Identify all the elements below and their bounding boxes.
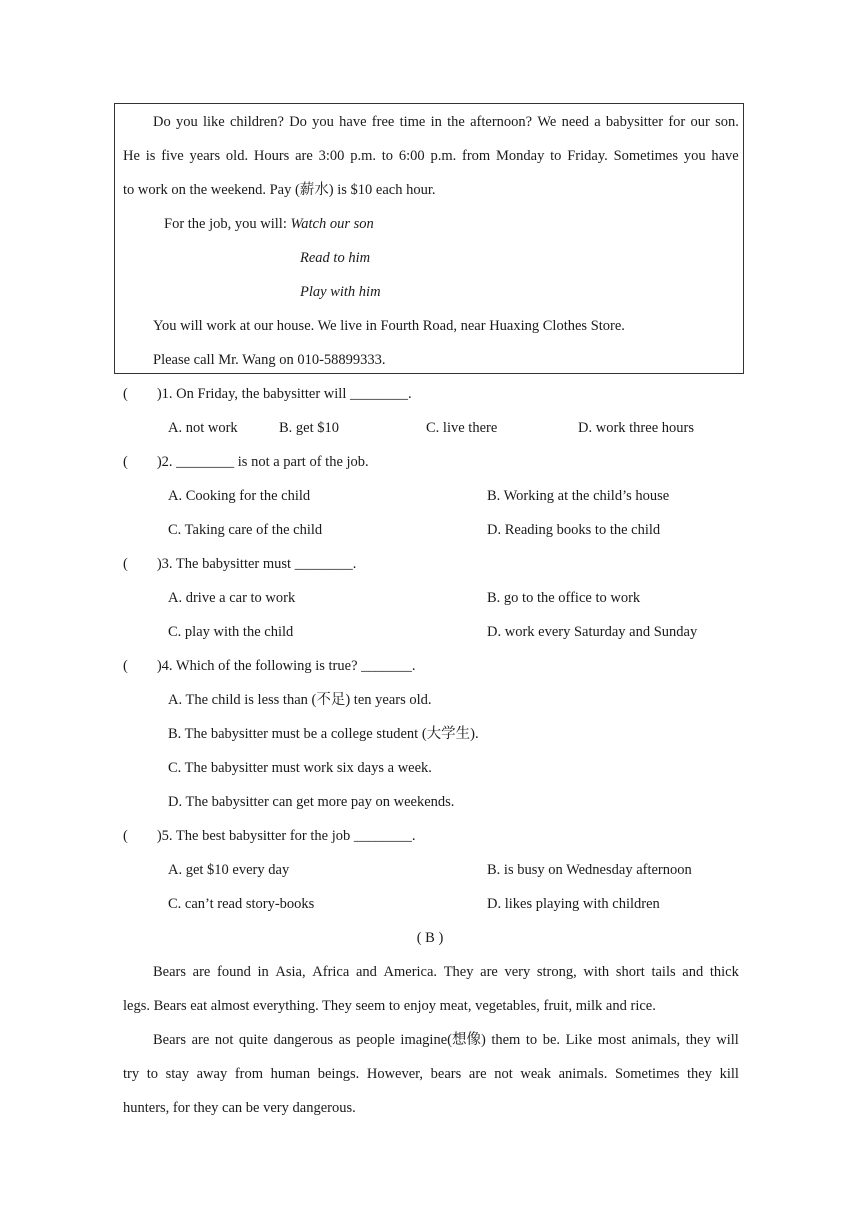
q5-option-b: B. is busy on Wednesday afternoon: [487, 862, 692, 878]
q1-option-d: D. work three hours: [578, 420, 694, 436]
word: They: [443, 964, 474, 980]
word: people: [356, 1032, 395, 1048]
word: you: [683, 148, 706, 164]
word: We: [537, 114, 557, 130]
word: most: [597, 1032, 626, 1048]
word: Do: [289, 114, 307, 130]
word: quite: [238, 1032, 268, 1048]
word: 6:00: [398, 148, 425, 164]
word: p.m.: [430, 148, 457, 164]
q2-option-c: C. Taking care of the child: [168, 522, 323, 538]
word: son.: [715, 114, 739, 130]
word: to: [525, 1032, 538, 1048]
word: animals.: [558, 1066, 608, 1082]
word: 3:00: [318, 148, 345, 164]
q5-option-a: A. get $10 every day: [168, 862, 290, 878]
word: them: [491, 1032, 521, 1048]
duty-watch-son: Watch our son: [290, 216, 374, 232]
q1-option-a: A. not work: [168, 420, 238, 436]
word: is: [145, 148, 156, 164]
word: However,: [366, 1066, 424, 1082]
word: not: [494, 1066, 513, 1082]
q5-option-c: C. can’t read story-books: [168, 896, 315, 912]
word: you: [312, 114, 334, 130]
word: have: [339, 114, 367, 130]
word: are: [480, 964, 498, 980]
duty-play-with-him: Play with him: [300, 284, 381, 300]
q4-option-a: A. The child is less than (不足) ten years old.: [168, 692, 432, 708]
word: with: [583, 964, 610, 980]
job-duties-intro: [164, 214, 374, 234]
word: Bears: [153, 1032, 187, 1048]
word: and: [682, 964, 704, 980]
q5-option-d: D. likes playing with children: [487, 896, 660, 912]
passage-a-p1-line2: [123, 146, 739, 166]
word: they: [685, 1032, 711, 1048]
word: five: [161, 148, 184, 164]
word: need: [561, 114, 589, 130]
word: weak: [520, 1066, 551, 1082]
word: Bears: [153, 964, 187, 980]
word: try: [123, 1066, 140, 1082]
word: like: [202, 114, 225, 130]
word: from: [234, 1066, 264, 1082]
word: have: [711, 148, 739, 164]
q2-option-d: D. Reading books to the child: [487, 522, 661, 538]
passage-b-p1-line2: legs. Bears eat almost everything. They seem to enjoy meat, vegetables, fruit, milk and rice.: [123, 998, 656, 1014]
word: free: [371, 114, 395, 130]
word: are: [468, 1066, 487, 1082]
word: they: [687, 1066, 712, 1082]
word: children?: [229, 114, 284, 130]
word: Friday.: [567, 148, 608, 164]
word: Asia,: [275, 964, 306, 980]
word: afternoon?: [470, 114, 533, 130]
word: to: [550, 148, 562, 164]
question-3-stem: ( )3. The babysitter must ________.: [123, 556, 357, 572]
word: a: [594, 114, 601, 130]
job-intro-text: For the job, you will:: [164, 216, 291, 232]
word: Sometimes: [613, 148, 679, 164]
word: animals,: [631, 1032, 681, 1048]
q2-option-a: A. Cooking for the child: [168, 488, 311, 504]
question-4-stem: ( )4. Which of the following is true? _______.: [123, 658, 416, 674]
passage-a-p2: You will work at our house. We live in Fourth Road, near Huaxing Clothes Store.: [153, 318, 625, 334]
word: bears: [430, 1066, 462, 1082]
word: Africa: [312, 964, 350, 980]
q3-option-b: B. go to the office to work: [487, 590, 641, 606]
word: beings.: [317, 1066, 360, 1082]
passage-b-p2-line2: [123, 1064, 739, 1084]
word: imagine(想像): [400, 1032, 486, 1048]
word: stay: [165, 1066, 189, 1082]
word: very: [504, 964, 531, 980]
word: to: [381, 148, 394, 164]
word: Monday: [496, 148, 545, 164]
q3-option-d: D. work every Saturday and Sunday: [487, 624, 698, 640]
word: to: [146, 1066, 159, 1082]
word: in: [257, 964, 269, 980]
word: p.m.: [350, 148, 376, 164]
word: will: [716, 1032, 739, 1048]
word: old.: [225, 148, 249, 164]
word: you: [175, 114, 198, 130]
q4-option-c: C. The babysitter must work six days a week.: [168, 760, 432, 776]
word: from: [462, 148, 491, 164]
word: tails: [651, 964, 676, 980]
word: the: [447, 114, 465, 130]
q4-option-d: D. The babysitter can get more pay on weekends.: [168, 794, 455, 810]
word: for: [668, 114, 686, 130]
word: be.: [542, 1032, 561, 1048]
word: He: [123, 148, 140, 164]
word: thick: [709, 964, 739, 980]
word: babysitter: [605, 114, 664, 130]
word: Do: [153, 114, 171, 130]
q2-option-b: B. Working at the child’s house: [487, 488, 670, 504]
q1-option-c: C. live there: [426, 420, 498, 436]
duty-read-to-him: Read to him: [300, 250, 371, 266]
q3-option-c: C. play with the child: [168, 624, 294, 640]
word: as: [338, 1032, 351, 1048]
word: years: [189, 148, 221, 164]
q4-option-b: B. The babysitter must be a college student (大学生).: [168, 726, 479, 742]
word: kill: [719, 1066, 739, 1082]
word: Hours: [253, 148, 290, 164]
passage-b-p2-line1: [153, 1030, 739, 1050]
passage-a-p1-line3: to work on the weekend. Pay (薪水) is $10 each hour.: [123, 182, 436, 198]
word: Sometimes: [614, 1066, 680, 1082]
word: are: [191, 1032, 210, 1048]
passage-b-p2-line3: hunters, for they can be very dangerous.: [123, 1100, 356, 1116]
word: our: [690, 114, 710, 130]
word: America.: [383, 964, 438, 980]
word: are: [295, 148, 313, 164]
word: human: [270, 1066, 311, 1082]
word: short: [615, 964, 645, 980]
question-5-stem: ( )5. The best babysitter for the job ________.: [123, 828, 416, 844]
word: are: [192, 964, 211, 980]
section-b-label: ( B ): [416, 930, 444, 946]
passage-b-p1-line1: [153, 962, 739, 982]
word: away: [196, 1066, 228, 1082]
word: and: [355, 964, 377, 980]
word: not: [214, 1032, 234, 1048]
passage-a-p3: Please call Mr. Wang on 010-58899333.: [153, 352, 386, 368]
word: in: [430, 114, 442, 130]
question-2-stem: ( )2. ________ is not a part of the job.: [123, 454, 369, 470]
question-1-stem: ( )1. On Friday, the babysitter will ________.: [123, 386, 412, 402]
q3-option-a: A. drive a car to work: [168, 590, 296, 606]
q1-option-b: B. get $10: [279, 420, 340, 436]
word: time: [399, 114, 426, 130]
word: strong,: [536, 964, 577, 980]
word: found: [217, 964, 251, 980]
word: dangerous: [273, 1032, 334, 1048]
passage-a-p1-line1: [153, 112, 739, 132]
word: Like: [565, 1032, 593, 1048]
